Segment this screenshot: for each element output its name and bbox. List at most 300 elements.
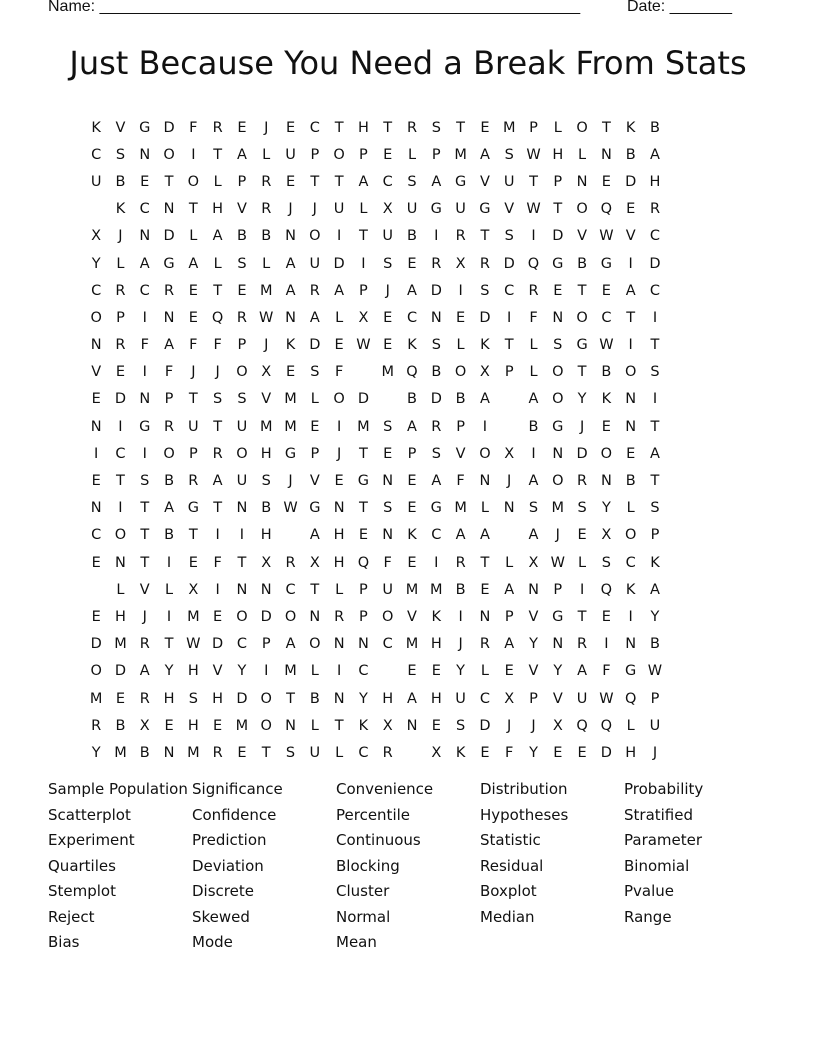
grid-letter[interactable]: E — [601, 608, 611, 625]
grid-letter[interactable]: T — [626, 309, 636, 326]
grid-letter[interactable]: O — [576, 201, 588, 218]
grid-letter[interactable]: M — [502, 119, 516, 136]
grid-letter[interactable]: T — [286, 690, 295, 707]
grid-letter[interactable]: E — [431, 663, 441, 680]
grid-letter[interactable]: S — [310, 364, 320, 381]
grid-letter[interactable]: N — [430, 309, 442, 326]
grid-letter[interactable]: T — [213, 146, 223, 163]
grid-letter[interactable]: P — [529, 119, 538, 136]
grid-letter[interactable]: N — [115, 554, 126, 571]
grid-letter[interactable]: T — [529, 173, 538, 190]
grid-letter[interactable]: J — [507, 473, 512, 490]
grid-letter[interactable]: H — [212, 690, 224, 707]
grid-letter[interactable]: K — [407, 527, 417, 544]
grid-letter[interactable]: O — [552, 473, 564, 490]
grid-letter[interactable]: E — [383, 445, 393, 462]
grid-letter[interactable]: E — [91, 608, 101, 625]
grid-letter[interactable]: E — [213, 608, 223, 625]
grid-letter[interactable]: F — [529, 309, 538, 326]
grid-letter[interactable]: R — [577, 473, 588, 490]
grid-letter[interactable]: N — [285, 309, 296, 326]
grid-letter[interactable]: L — [335, 309, 344, 326]
grid-letter[interactable]: T — [213, 500, 223, 517]
grid-letter[interactable]: B — [455, 391, 466, 408]
grid-letter[interactable]: V — [139, 581, 150, 598]
grid-letter[interactable]: G — [625, 663, 637, 680]
grid-letter[interactable]: D — [114, 391, 127, 408]
grid-letter[interactable]: Y — [237, 663, 247, 680]
grid-letter[interactable]: S — [407, 173, 417, 190]
grid-letter[interactable]: T — [310, 173, 320, 190]
grid-letter[interactable]: S — [528, 500, 539, 517]
grid-letter[interactable]: T — [650, 418, 660, 435]
grid-letter[interactable]: H — [333, 527, 345, 544]
grid-letter[interactable]: N — [260, 581, 272, 598]
grid-letter[interactable]: I — [142, 309, 147, 326]
grid-letter[interactable]: O — [90, 309, 102, 326]
grid-letter[interactable]: N — [139, 146, 151, 163]
grid-letter[interactable]: K — [115, 201, 126, 218]
grid-letter[interactable]: U — [382, 228, 394, 245]
grid-letter[interactable]: I — [628, 337, 633, 354]
grid-letter[interactable]: T — [140, 500, 150, 517]
grid-letter[interactable]: E — [626, 201, 636, 218]
grid-letter[interactable]: L — [626, 500, 635, 517]
grid-letter[interactable]: E — [164, 717, 174, 734]
grid-letter[interactable]: J — [118, 228, 123, 245]
grid-letter[interactable]: A — [650, 581, 660, 598]
grid-letter[interactable]: I — [166, 608, 172, 625]
grid-letter[interactable]: W — [550, 554, 565, 571]
grid-letter[interactable]: B — [650, 636, 660, 653]
grid-letter[interactable]: C — [382, 636, 393, 653]
grid-letter[interactable]: S — [650, 364, 660, 381]
grid-letter[interactable]: D — [479, 717, 491, 734]
grid-letter[interactable]: C — [649, 228, 661, 245]
grid-letter[interactable]: O — [236, 608, 248, 625]
grid-letter[interactable]: C — [625, 554, 636, 571]
grid-letter[interactable]: V — [479, 173, 490, 190]
grid-letter[interactable]: E — [91, 391, 101, 408]
grid-letter[interactable]: R — [649, 201, 661, 218]
grid-letter[interactable]: M — [381, 364, 394, 381]
grid-letter[interactable]: C — [139, 201, 150, 218]
grid-letter[interactable]: A — [431, 173, 442, 190]
grid-letter[interactable]: X — [552, 717, 563, 734]
grid-letter[interactable]: H — [114, 608, 126, 625]
grid-letter[interactable]: A — [625, 282, 636, 299]
grid-letter[interactable]: T — [601, 119, 611, 136]
grid-letter[interactable]: I — [531, 445, 536, 462]
grid-letter[interactable]: O — [114, 527, 127, 544]
grid-letter[interactable]: F — [602, 663, 611, 680]
grid-letter[interactable]: B — [625, 146, 636, 163]
grid-letter[interactable]: U — [455, 690, 466, 707]
grid-letter[interactable]: K — [625, 581, 636, 598]
grid-letter[interactable]: Y — [577, 391, 587, 408]
grid-letter[interactable]: A — [407, 282, 417, 299]
grid-letter[interactable]: E — [601, 418, 611, 435]
grid-letter[interactable]: A — [431, 473, 442, 490]
grid-letter[interactable]: R — [455, 228, 466, 245]
grid-letter[interactable]: R — [91, 717, 102, 734]
grid-letter[interactable]: G — [357, 473, 370, 490]
grid-letter[interactable]: U — [90, 173, 102, 190]
grid-letter[interactable]: X — [139, 717, 150, 734]
grid-letter[interactable]: E — [310, 418, 320, 435]
grid-letter[interactable]: D — [503, 255, 515, 272]
grid-letter[interactable]: B — [407, 391, 417, 408]
grid-letter[interactable]: P — [188, 445, 198, 462]
grid-letter[interactable]: C — [649, 282, 661, 299]
grid-letter[interactable]: G — [187, 500, 199, 517]
grid-letter[interactable]: I — [628, 608, 633, 625]
grid-letter[interactable]: G — [139, 119, 151, 136]
grid-letter[interactable]: M — [89, 690, 103, 707]
grid-letter[interactable]: V — [528, 608, 539, 625]
grid-letter[interactable]: H — [187, 717, 199, 734]
grid-letter[interactable]: M — [551, 500, 565, 517]
grid-letter[interactable]: I — [264, 663, 269, 680]
grid-letter[interactable]: S — [431, 445, 441, 462]
grid-letter[interactable]: R — [212, 119, 223, 136]
grid-letter[interactable]: N — [528, 581, 539, 598]
grid-letter[interactable]: K — [285, 337, 296, 354]
grid-letter[interactable]: N — [236, 500, 248, 517]
grid-letter[interactable]: D — [212, 636, 224, 653]
grid-letter[interactable]: B — [139, 744, 150, 761]
grid-letter[interactable]: R — [479, 255, 490, 272]
grid-letter[interactable]: I — [336, 228, 342, 245]
grid-letter[interactable]: I — [458, 282, 463, 299]
grid-letter[interactable]: E — [626, 445, 636, 462]
grid-letter[interactable]: V — [552, 690, 563, 707]
grid-letter[interactable]: E — [480, 119, 490, 136]
grid-letter[interactable]: B — [528, 418, 539, 435]
grid-letter[interactable]: F — [140, 337, 149, 354]
grid-letter[interactable]: C — [358, 744, 369, 761]
name-line[interactable]: Name: ______________________________________________________ — [48, 0, 581, 15]
grid-letter[interactable]: O — [624, 364, 637, 381]
grid-letter[interactable]: X — [261, 554, 272, 571]
grid-letter[interactable]: R — [115, 282, 126, 299]
grid-letter[interactable]: J — [531, 717, 536, 734]
grid-letter[interactable]: O — [90, 663, 102, 680]
grid-letter[interactable]: E — [456, 309, 466, 326]
grid-letter[interactable]: T — [358, 445, 368, 462]
grid-letter[interactable]: J — [215, 364, 220, 381]
grid-letter[interactable]: C — [285, 581, 296, 598]
grid-letter[interactable]: S — [553, 337, 563, 354]
grid-letter[interactable]: H — [187, 663, 199, 680]
grid-letter[interactable]: W — [186, 636, 201, 653]
grid-letter[interactable]: E — [237, 744, 247, 761]
grid-letter[interactable]: H — [212, 201, 224, 218]
grid-letter[interactable]: M — [114, 744, 127, 761]
grid-letter[interactable]: L — [480, 500, 489, 517]
grid-letter[interactable]: C — [479, 690, 490, 707]
grid-letter[interactable]: L — [456, 337, 465, 354]
grid-letter[interactable]: F — [189, 119, 198, 136]
grid-letter[interactable]: E — [334, 473, 344, 490]
grid-letter[interactable]: C — [504, 282, 515, 299]
grid-letter[interactable]: Y — [91, 255, 101, 272]
grid-letter[interactable]: R — [406, 119, 418, 136]
grid-letter[interactable]: I — [531, 228, 536, 245]
grid-letter[interactable]: R — [212, 445, 223, 462]
grid-letter[interactable]: D — [625, 173, 637, 190]
grid-letter[interactable]: J — [142, 608, 147, 625]
grid-letter[interactable]: L — [578, 146, 587, 163]
grid-letter[interactable]: M — [284, 418, 297, 435]
grid-letter[interactable]: S — [504, 228, 514, 245]
grid-letter[interactable]: R — [455, 554, 466, 571]
grid-letter[interactable]: E — [91, 554, 101, 571]
grid-letter[interactable]: D — [114, 663, 127, 680]
grid-letter[interactable]: G — [552, 418, 564, 435]
grid-letter[interactable]: N — [285, 228, 296, 245]
grid-letter[interactable]: H — [649, 173, 661, 190]
grid-letter[interactable]: O — [163, 445, 175, 462]
grid-letter[interactable]: E — [383, 146, 393, 163]
grid-letter[interactable]: K — [625, 119, 636, 136]
grid-letter[interactable]: A — [285, 636, 296, 653]
grid-letter[interactable]: P — [553, 581, 563, 598]
grid-letter[interactable]: U — [188, 418, 199, 435]
grid-letter[interactable]: L — [335, 744, 344, 761]
grid-letter[interactable]: E — [188, 309, 198, 326]
grid-letter[interactable]: V — [115, 119, 126, 136]
grid-letter[interactable]: J — [336, 445, 342, 462]
grid-letter[interactable]: T — [213, 282, 223, 299]
grid-letter[interactable]: C — [601, 309, 612, 326]
grid-letter[interactable]: E — [115, 690, 126, 707]
grid-letter[interactable]: U — [649, 717, 661, 734]
grid-letter[interactable]: K — [91, 119, 101, 136]
grid-letter[interactable]: I — [191, 146, 196, 163]
grid-letter[interactable]: C — [358, 663, 369, 680]
grid-letter[interactable]: U — [406, 201, 418, 218]
grid-letter[interactable]: A — [528, 473, 539, 490]
grid-letter[interactable]: J — [458, 636, 463, 653]
grid-letter[interactable]: I — [652, 309, 658, 326]
grid-letter[interactable]: P — [529, 690, 538, 707]
grid-letter[interactable]: N — [285, 717, 296, 734]
grid-letter[interactable]: J — [288, 201, 293, 218]
grid-letter[interactable]: R — [309, 282, 320, 299]
grid-letter[interactable]: H — [430, 636, 442, 653]
grid-letter[interactable]: L — [310, 663, 319, 680]
grid-letter[interactable]: T — [213, 418, 223, 435]
grid-letter[interactable]: O — [479, 445, 491, 462]
grid-letter[interactable]: J — [312, 201, 317, 218]
grid-letter[interactable]: L — [213, 173, 222, 190]
grid-letter[interactable]: V — [261, 391, 272, 408]
grid-letter[interactable]: X — [431, 744, 442, 761]
grid-letter[interactable]: A — [309, 309, 320, 326]
grid-letter[interactable]: I — [215, 527, 220, 544]
grid-letter[interactable]: O — [187, 173, 200, 190]
grid-letter[interactable]: E — [285, 364, 296, 381]
grid-letter[interactable]: G — [430, 201, 442, 218]
grid-letter[interactable]: Q — [211, 309, 224, 326]
grid-letter[interactable]: E — [285, 173, 296, 190]
grid-letter[interactable]: E — [383, 337, 393, 354]
grid-letter[interactable]: F — [213, 554, 222, 571]
grid-letter[interactable]: M — [259, 282, 273, 299]
grid-letter[interactable]: J — [579, 418, 585, 435]
grid-letter[interactable]: F — [164, 364, 174, 381]
grid-letter[interactable]: X — [504, 690, 515, 707]
grid-letter[interactable]: M — [454, 500, 467, 517]
grid-letter[interactable]: N — [552, 309, 564, 326]
grid-letter[interactable]: Y — [601, 500, 611, 517]
grid-letter[interactable]: P — [164, 391, 174, 408]
grid-letter[interactable]: W — [526, 201, 541, 218]
grid-letter[interactable]: A — [577, 663, 588, 680]
grid-letter[interactable]: L — [553, 119, 562, 136]
grid-letter[interactable]: B — [115, 173, 126, 190]
grid-letter[interactable]: L — [116, 581, 125, 598]
grid-letter[interactable]: L — [335, 581, 344, 598]
grid-letter[interactable]: D — [163, 228, 175, 245]
grid-letter[interactable]: A — [212, 228, 223, 245]
grid-letter[interactable]: P — [431, 146, 441, 163]
grid-letter[interactable]: D — [430, 391, 442, 408]
grid-letter[interactable]: R — [431, 255, 442, 272]
grid-letter[interactable]: T — [577, 282, 587, 299]
grid-letter[interactable]: E — [601, 173, 611, 190]
grid-letter[interactable]: T — [577, 608, 587, 625]
grid-letter[interactable]: P — [237, 337, 247, 354]
grid-letter[interactable]: D — [479, 309, 491, 326]
grid-letter[interactable]: R — [261, 201, 272, 218]
grid-letter[interactable]: S — [261, 473, 271, 490]
grid-letter[interactable]: I — [604, 636, 609, 653]
grid-letter[interactable]: V — [407, 608, 417, 625]
grid-letter[interactable]: L — [310, 717, 319, 734]
grid-letter[interactable]: M — [187, 608, 200, 625]
grid-letter[interactable]: E — [601, 282, 611, 299]
grid-letter[interactable]: S — [115, 146, 126, 163]
grid-letter[interactable]: I — [142, 445, 147, 462]
grid-letter[interactable]: B — [164, 527, 175, 544]
grid-letter[interactable]: T — [164, 173, 174, 190]
grid-letter[interactable]: T — [188, 527, 198, 544]
grid-letter[interactable]: C — [382, 173, 393, 190]
grid-letter[interactable]: A — [504, 581, 515, 598]
grid-letter[interactable]: N — [163, 309, 175, 326]
grid-letter[interactable]: K — [455, 744, 466, 761]
grid-letter[interactable]: U — [309, 744, 321, 761]
grid-letter[interactable]: Q — [600, 581, 613, 598]
grid-letter[interactable]: L — [262, 146, 271, 163]
grid-letter[interactable]: G — [284, 445, 297, 462]
grid-letter[interactable]: P — [261, 636, 271, 653]
grid-letter[interactable]: W — [259, 309, 274, 326]
grid-letter[interactable]: P — [359, 608, 368, 625]
grid-letter[interactable]: G — [163, 255, 175, 272]
grid-letter[interactable]: F — [213, 337, 222, 354]
grid-letter[interactable]: I — [94, 445, 99, 462]
grid-letter[interactable]: N — [333, 636, 345, 653]
grid-letter[interactable]: I — [336, 663, 342, 680]
grid-letter[interactable]: C — [91, 146, 102, 163]
grid-letter[interactable]: R — [382, 744, 393, 761]
grid-letter[interactable]: O — [284, 608, 297, 625]
grid-letter[interactable]: X — [188, 581, 199, 598]
grid-letter[interactable]: A — [479, 527, 490, 544]
grid-letter[interactable]: G — [479, 201, 491, 218]
grid-letter[interactable]: C — [91, 527, 102, 544]
grid-letter[interactable]: Q — [600, 717, 613, 734]
grid-letter[interactable]: H — [552, 146, 564, 163]
grid-letter[interactable]: L — [310, 391, 319, 408]
grid-letter[interactable]: I — [118, 418, 123, 435]
grid-letter[interactable]: C — [236, 636, 247, 653]
grid-letter[interactable]: M — [284, 663, 297, 680]
grid-letter[interactable]: A — [504, 636, 515, 653]
grid-letter[interactable]: Y — [358, 690, 368, 707]
grid-letter[interactable]: C — [91, 282, 102, 299]
grid-letter[interactable]: X — [455, 255, 466, 272]
grid-letter[interactable]: Q — [357, 554, 370, 571]
grid-letter[interactable]: O — [260, 690, 272, 707]
grid-letter[interactable]: Q — [600, 201, 613, 218]
grid-letter[interactable]: E — [407, 554, 417, 571]
grid-letter[interactable]: F — [456, 473, 465, 490]
grid-letter[interactable]: X — [382, 201, 393, 218]
grid-letter[interactable]: G — [430, 500, 442, 517]
grid-letter[interactable]: C — [431, 527, 442, 544]
grid-letter[interactable]: N — [309, 608, 321, 625]
grid-letter[interactable]: N — [625, 418, 637, 435]
grid-letter[interactable]: N — [139, 228, 151, 245]
grid-letter[interactable]: G — [454, 173, 467, 190]
grid-letter[interactable]: B — [261, 228, 272, 245]
grid-letter[interactable]: N — [333, 690, 345, 707]
grid-letter[interactable]: S — [140, 473, 150, 490]
grid-letter[interactable]: T — [140, 554, 150, 571]
grid-letter[interactable]: D — [576, 445, 588, 462]
grid-letter[interactable]: N — [333, 500, 345, 517]
grid-letter[interactable]: V — [309, 473, 320, 490]
grid-letter[interactable]: N — [503, 500, 515, 517]
grid-letter[interactable]: T — [650, 337, 660, 354]
grid-letter[interactable]: B — [650, 119, 660, 136]
grid-letter[interactable]: N — [139, 391, 151, 408]
grid-letter[interactable]: E — [213, 717, 223, 734]
grid-letter[interactable]: A — [407, 690, 417, 707]
grid-letter[interactable]: T — [577, 364, 587, 381]
grid-letter[interactable]: R — [334, 608, 345, 625]
grid-letter[interactable]: S — [455, 717, 466, 734]
grid-letter[interactable]: B — [261, 500, 272, 517]
grid-letter[interactable]: T — [383, 119, 393, 136]
grid-letter[interactable]: K — [601, 391, 612, 408]
grid-letter[interactable]: S — [188, 690, 198, 707]
grid-letter[interactable]: J — [288, 473, 293, 490]
grid-letter[interactable]: K — [480, 337, 490, 354]
grid-letter[interactable]: E — [188, 554, 198, 571]
grid-letter[interactable]: L — [578, 554, 587, 571]
grid-letter[interactable]: P — [504, 608, 514, 625]
grid-letter[interactable]: D — [600, 744, 612, 761]
grid-letter[interactable]: G — [309, 500, 321, 517]
grid-letter[interactable]: P — [310, 445, 320, 462]
grid-letter[interactable]: N — [163, 201, 175, 218]
grid-letter[interactable]: A — [455, 527, 466, 544]
